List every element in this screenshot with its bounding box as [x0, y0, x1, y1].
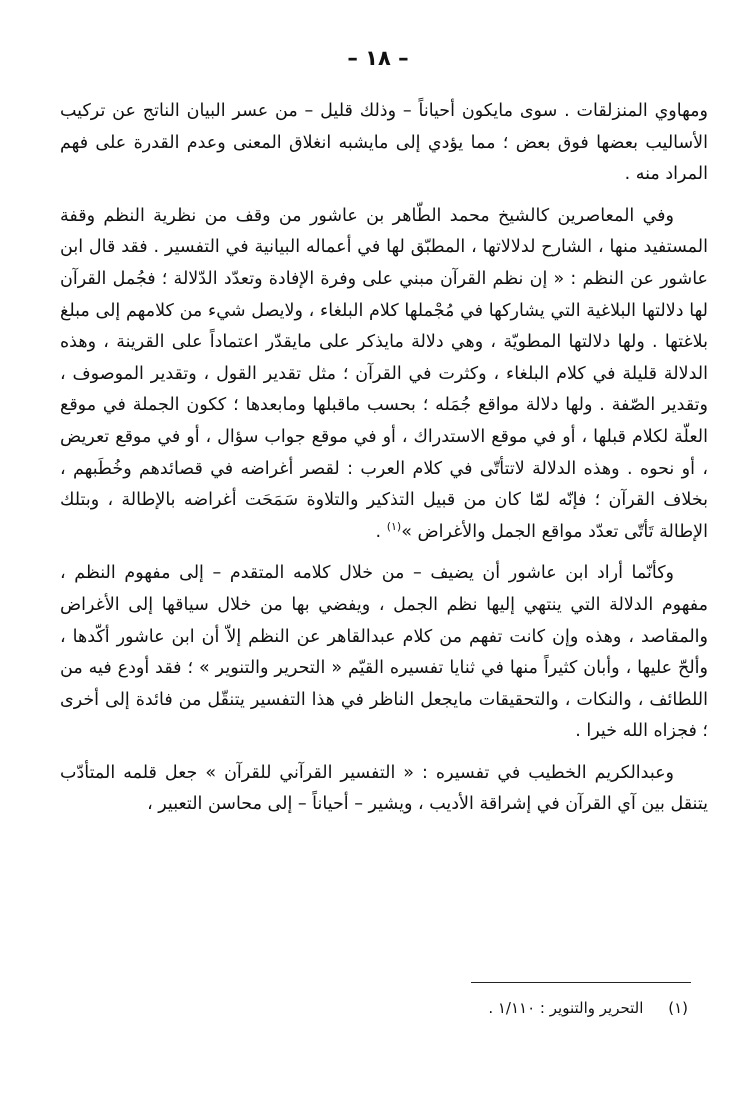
- paragraph: وكأنّما أراد ابن عاشور أن يضيف – من خلال كلامه المتقدم – إلى مفهوم النظم ، مفهوم الدلالة التي ينتهي إليها نظم الجمل ، ويفضي بها من خلال سياقها إلى الأغراض والمقاصد ، وهذه وإن كانت تفهم من كلام عبدالقاهر عن النظم إلاّ أن ابن عاشور أكّدها ، وألحّ عليها ، وأبان كثيراً منها في ثنايا تفسيره القيّم « التحرير والتنوير » ؛ فقد أودع فيه من اللطائف ، والنكات ، والتحقيقات مايجعل الناظر في هذا التفسير يتنقّل من فائدة إلى أخرى ؛ فجزاه الله خيرا .: [60, 563, 708, 742]
- paragraph: وفي المعاصرين كالشيخ محمد الطّاهر بن عاشور من وقف من نظرية النظم وقفة المستفيد منها ، الشارح لدلالاتها ، المطبّق لها في أعماله البيانية في التفسير . فقد قال ابن عاشور عن النظم : « إن نظم القرآن مبني على وفرة الإفادة وتعدّد الدّلالة ؛ فجُمل القرآن لها دلالتها البلاغية التي يشاركها في مُجْملها كلام البلغاء ، ولايصل شيء من كلامهم إلى مبلغ بلاغتها . ولها دلالتها المطويّة ، وهي دلالة مايذكر على مايقدّر اعتماداً على القرينة ، وهذه الدلالة قليلة في كلام البلغاء ، وكثرت في القرآن ؛ مثل تقدير القول ، وتقدير الموصوف ، وتقدير الصّفة . ولها دلالة مواقع جُمَله ؛ بحسب ماقبلها ومابعدها ؛ ككون الجملة في موقع العلّة لكلام قبلها ، أو في موقع الاستدراك ، أو في موقع جواب سؤال ، أو في موقع تعريض ، أو نحوه . وهذه الدلالة لاتتأتّى في كلام العرب : لقصر أغراضه في قصائدهم وخُطَبهم ، بخلاف القرآن ؛ فإنّه لمّا كان من قبيل التذكير والتلاوة سَمَحَت أغراضه بالإطالة ، وبتلك الإطالة تَأتّى تعدّد مواقع الجمل والأغراض »$^{(١)}$ .: [60, 205, 708, 542]
- footnote-reference[interactable]: (١): [386, 519, 402, 533]
- body-text: [60, 96, 708, 821]
- paragraph: ومهاوي المنزلقات . سوى مايكون أحياناً – وذلك قليل – من عسر البيان الناتج عن تركيب الأساليب بعضها فوق بعض ؛ مما يؤدي إلى مايشبه انغلاق المعنى وعدم القدرة على فهم المراد منه .: [60, 101, 708, 185]
- footnote-text: التحرير والتنوير : ١/١١٠ .: [488, 999, 644, 1017]
- paragraph: وعبدالكريم الخطيب في تفسيره : « التفسير القرآني للقرآن » جعل قلمه المتأدّب يتنقل بين آي القرآن في إشراقة الأديب ، ويشير – أحياناً – إلى محاسن التعبير ،: [60, 762, 708, 815]
- footnote-divider: [471, 982, 691, 983]
- paragraph-text: وفي المعاصرين كالشيخ محمد الطّاهر بن عاشور من وقف من نظرية النظم وقفة المستفيد منها ، الشارح لدلالاتها ، المطبّق لها في أعماله البيانية في التفسير . فقد قال ابن عاشور عن النظم : « إن نظم القرآن مبني على وفرة الإفادة وتعدّد الدّلالة ؛ فجُمل القرآن لها دلالتها البلاغية التي يشاركها في مُجْملها كلام البلغاء ، ولايصل شيء من كلامهم إلى مبلغ بلاغتها . ولها دلالتها المطويّة ، وهي دلالة مايذكر على مايقدّر اعتماداً على القرينة ، وهذه الدلالة قليلة في كلام البلغاء ، وكثرت في القرآن ؛ مثل تقدير القول ، وتقدير الموصوف ، وتقدير الصّفة . ولها دلالة مواقع جُمَله ؛ بحسب ماقبلها ومابعدها ؛ ككون الجملة في موقع العلّة لكلام قبلها ، أو في موقع الاستدراك ، أو في موقع جواب سؤال ، أو في موقع تعريض ، أو نحوه . وهذه الدلالة لاتتأتّى في كلام العرب : لقصر أغراضه في قصائدهم وخُطَبهم ، بخلاف القرآن ؛ فإنّه لمّا كان من قبيل التذكير والتلاوة سَمَحَت أغراضه بالإطالة ، وبتلك الإطالة تَأتّى تعدّد مواقع الجمل والأغراض »: [60, 205, 708, 542]
- page-number: – ١٨ –: [347, 46, 409, 70]
- footnote: [60, 996, 688, 1020]
- footnote-marker: (١): [668, 999, 688, 1017]
